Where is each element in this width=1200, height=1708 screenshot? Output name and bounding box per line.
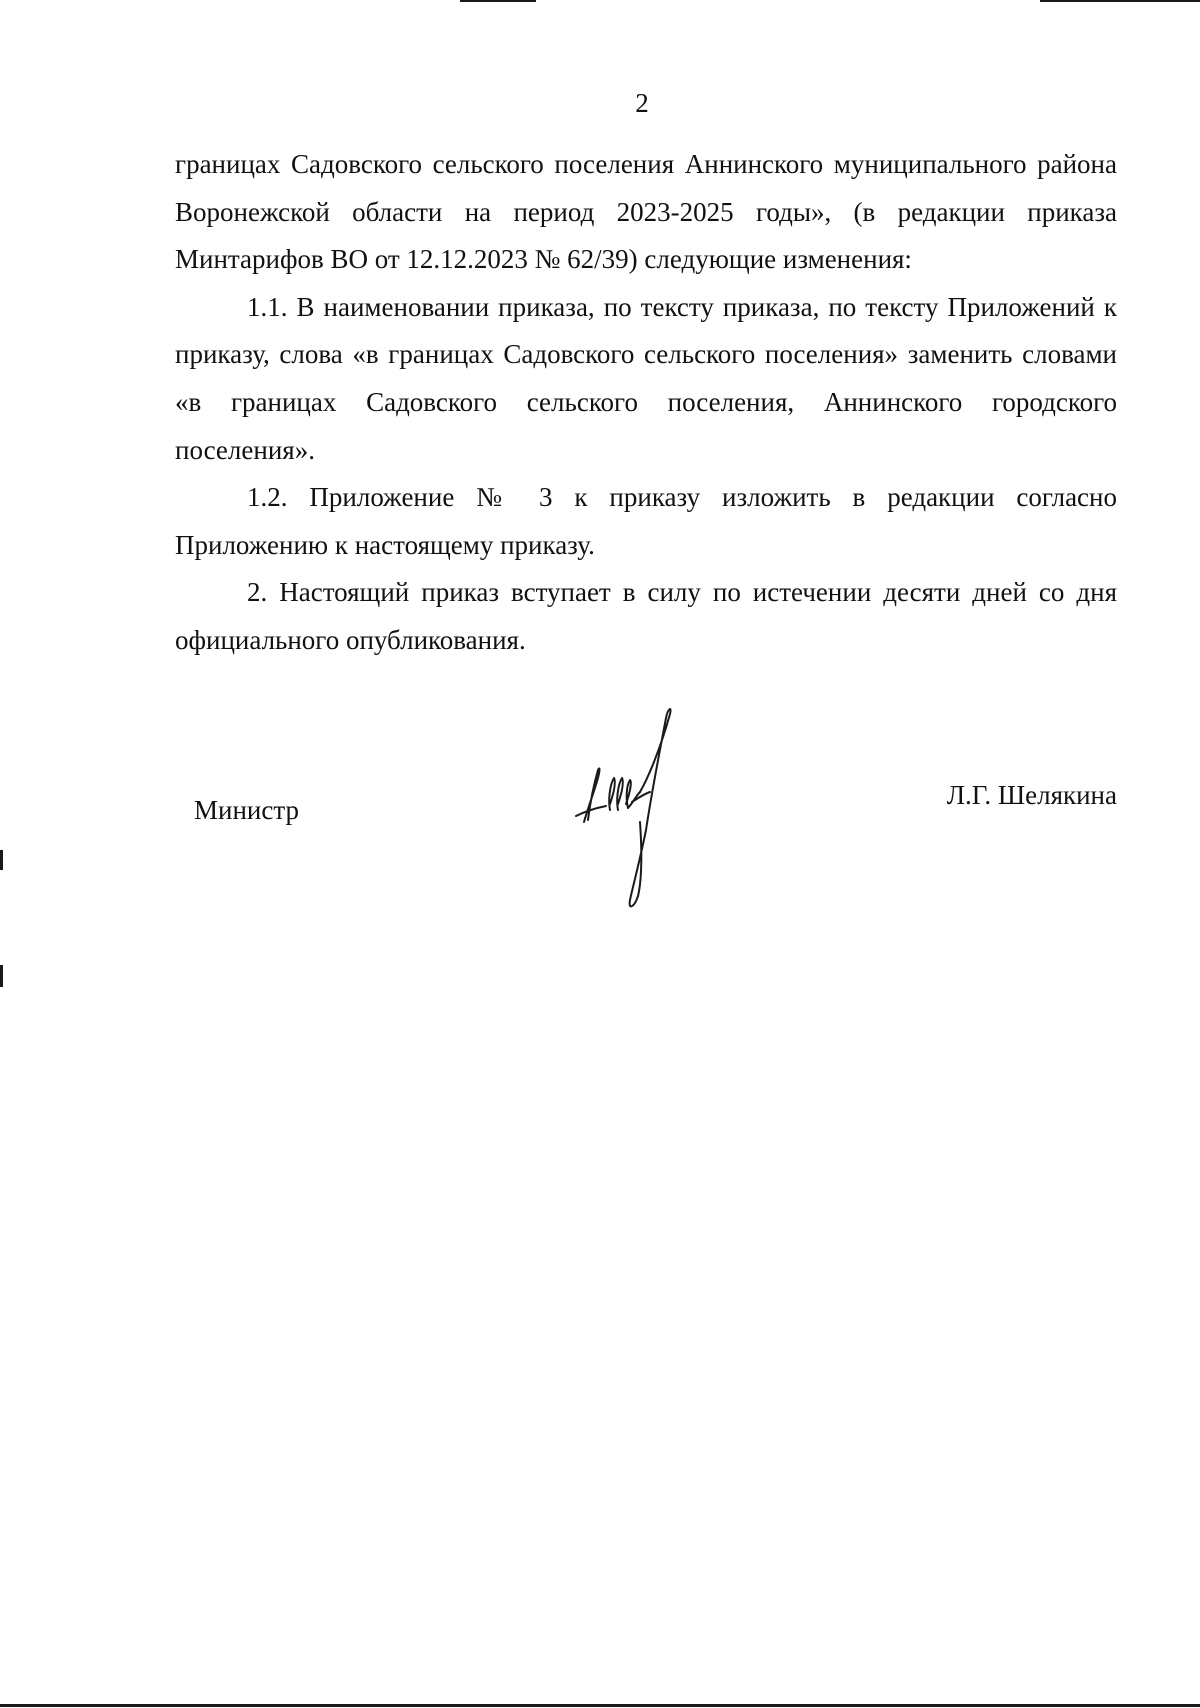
scan-bottom-line [0,1704,1200,1707]
scan-top-line-left [460,0,536,2]
signature-block [0,700,1200,920]
signer-name: Л.Г. Шелякина [946,780,1117,810]
paragraph-item-1-1: 1.1. В наименовании приказа, по тексту приказа, по тексту Приложений к приказу, слова «в границах Садовского сельского поселения» заменить словами «в границах Садовского сельского поселения, Аннинского городского поселения». [175,291,1117,465]
paragraph-item-2: 2. Настоящий приказ вступает в силу по истечении десяти дней со дня официального опубликования. [175,577,1117,655]
scan-top-line-right [1040,0,1200,2]
document-body [175,141,1117,665]
scan-left-edge-mark [0,965,3,987]
paragraph-item-1-2: 1.2. Приложение № 3 к приказу изложить в редакции согласно Приложению к настоящему приказу. [175,482,1117,560]
page-number: 2 [635,88,649,118]
paragraph-continuation: границах Садовского сельского поселения Аннинского муниципального района Воронежской области на период 2023-2025 годы», (в редакции приказа Минтарифов ВО от 12.12.2023 № 62/39) следующие изменения: [175,149,1117,275]
handwritten-signature [570,700,710,910]
signer-position: Министр [194,795,299,825]
